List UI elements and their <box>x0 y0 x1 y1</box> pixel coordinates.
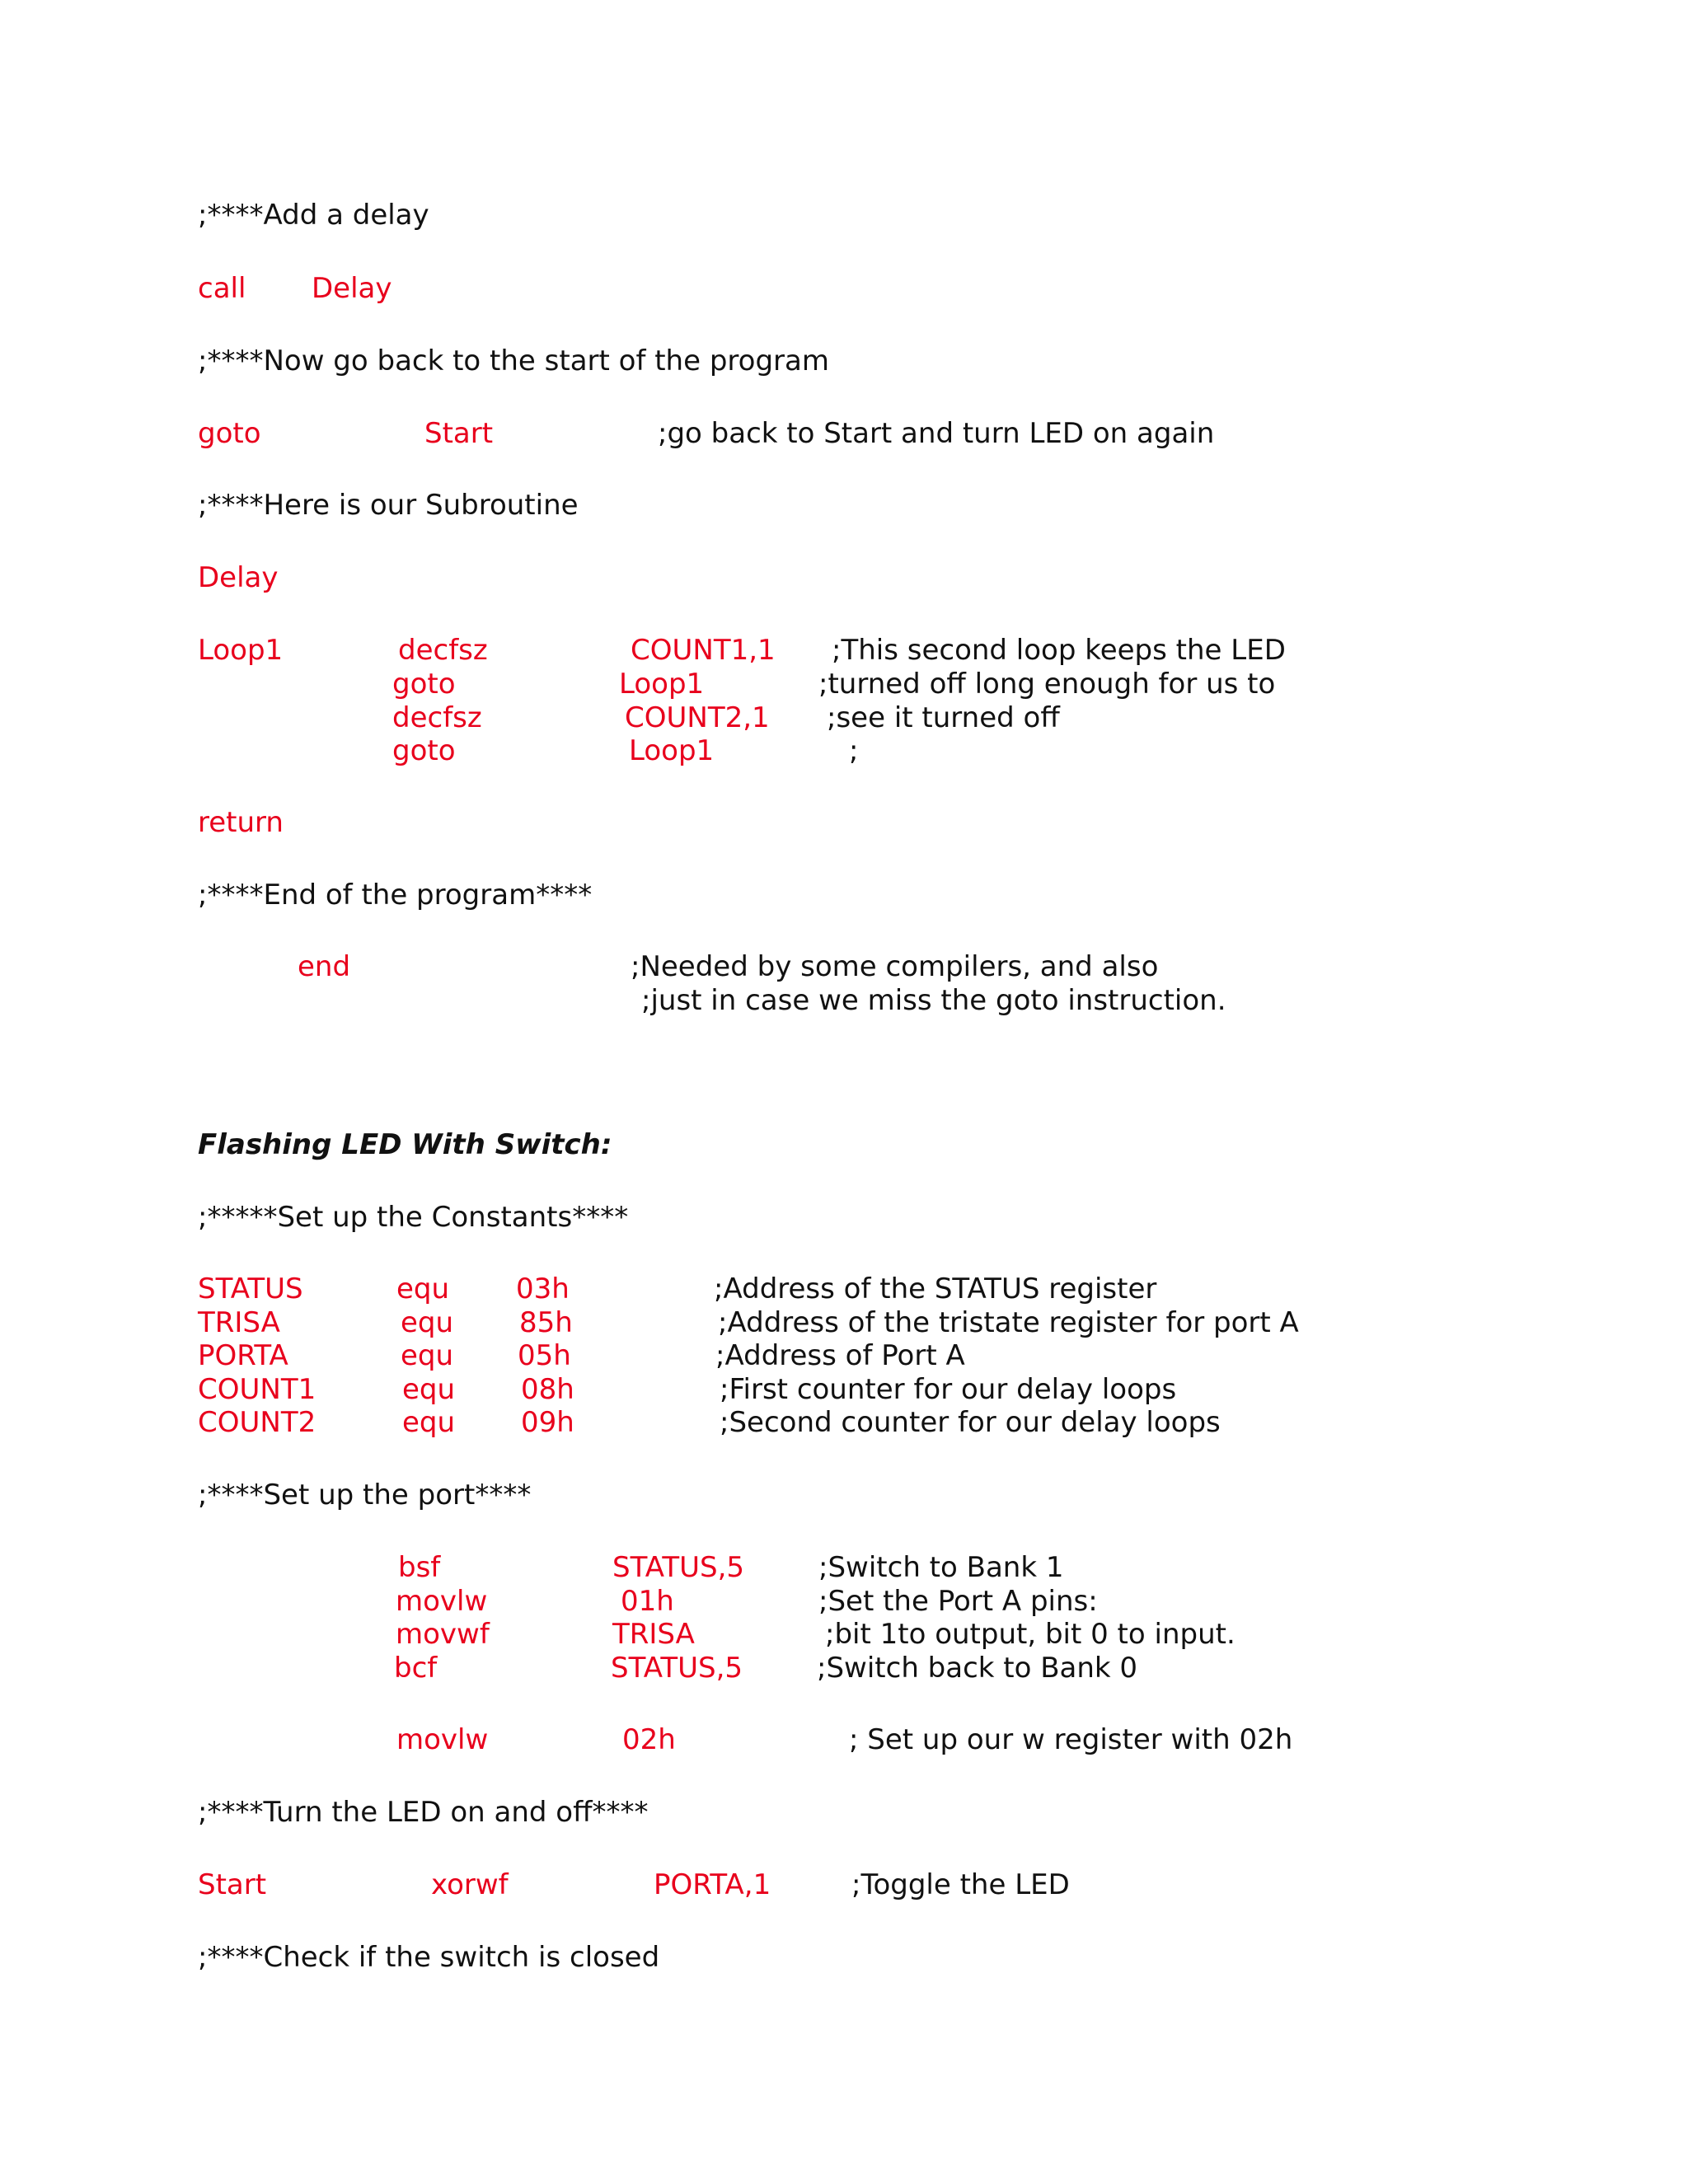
code-line <box>0 1270 1688 1308</box>
constant-value: 08h <box>521 1373 574 1406</box>
comment-line <box>0 486 1688 524</box>
section-heading: Flashing LED With Switch: <box>198 1128 612 1161</box>
label: Delay <box>198 561 279 594</box>
comment-text: ;Needed by some compilers, and also <box>631 950 1159 983</box>
comment-text: ;****Turn the LED on and off**** <box>198 1796 649 1829</box>
instruction: movwf <box>396 1618 490 1651</box>
comment-line <box>0 342 1688 380</box>
code-line <box>0 1721 1688 1759</box>
constant-value: 09h <box>521 1406 574 1439</box>
instruction: decfsz <box>392 701 482 734</box>
comment-text: ;go back to Start and turn LED on again <box>658 417 1215 450</box>
instruction: goto <box>198 417 261 450</box>
comment-text: ;turned off long enough for us to <box>818 668 1276 701</box>
comment-text: ;Switch back to Bank 0 <box>817 1652 1138 1685</box>
comment-line <box>0 1793 1688 1831</box>
code-line <box>0 1615 1688 1653</box>
operand: 01h <box>621 1585 674 1618</box>
code-line <box>0 804 1688 841</box>
label: Start <box>198 1868 267 1901</box>
instruction: call <box>198 272 246 305</box>
constant-value: 05h <box>518 1339 571 1372</box>
constant-value: 85h <box>519 1306 573 1339</box>
constant-value: 03h <box>516 1272 570 1305</box>
code-line <box>0 1404 1688 1441</box>
operand: Start <box>424 417 494 450</box>
comment-text: ;****End of the program**** <box>198 879 593 912</box>
comment-text: ;Set the Port A pins: <box>818 1585 1098 1618</box>
directive: equ <box>402 1373 456 1406</box>
instruction: bcf <box>394 1652 438 1685</box>
comment-line <box>0 1476 1688 1514</box>
comment-text: ; <box>849 734 859 767</box>
comment-text: ;****Check if the switch is closed <box>198 1941 660 1974</box>
comment-text: ;****Now go back to the start of the program <box>198 344 829 377</box>
section-heading-line <box>0 1126 1688 1164</box>
instruction: return <box>198 806 284 839</box>
comment-text: ;see it turned off <box>827 701 1060 734</box>
operand: STATUS,5 <box>611 1652 743 1685</box>
code-line <box>0 948 1688 986</box>
directive: equ <box>401 1339 454 1372</box>
code-line <box>0 559 1688 597</box>
comment-line <box>0 982 1688 1019</box>
constant-name: TRISA <box>198 1306 280 1339</box>
code-line <box>0 415 1688 452</box>
instruction: xorwf <box>431 1868 509 1901</box>
code-line <box>0 1549 1688 1586</box>
operand: PORTA,1 <box>654 1868 771 1901</box>
comment-text: ;Switch to Bank 1 <box>818 1551 1064 1584</box>
comment-text: ;Toggle the LED <box>851 1868 1070 1901</box>
code-line <box>0 732 1688 770</box>
operand: COUNT1,1 <box>631 634 776 667</box>
instruction: goto <box>392 734 456 767</box>
comment-line <box>0 196 1688 234</box>
operand: 02h <box>622 1723 676 1756</box>
code-line <box>0 631 1688 669</box>
operand: Loop1 <box>619 668 705 701</box>
operand: Loop1 <box>629 734 715 767</box>
instruction: goto <box>392 668 456 701</box>
code-line <box>0 269 1688 307</box>
directive: equ <box>401 1306 454 1339</box>
comment-text: ;bit 1to output, bit 0 to input. <box>825 1618 1236 1651</box>
instruction: end <box>298 950 351 983</box>
comment-text: ;Address of Port A <box>715 1339 965 1372</box>
instruction: movlw <box>396 1723 489 1756</box>
constant-name: STATUS <box>198 1272 303 1305</box>
comment-text: ;Address of the STATUS register <box>714 1272 1157 1305</box>
directive: equ <box>396 1272 450 1305</box>
operand: STATUS,5 <box>612 1551 745 1584</box>
operand: Delay <box>312 272 392 305</box>
code-line <box>0 1866 1688 1904</box>
instruction: decfsz <box>398 634 488 667</box>
comment-line <box>0 876 1688 914</box>
comment-line <box>0 1198 1688 1236</box>
comment-text: ;****Add a delay <box>198 199 429 232</box>
comment-text: ; Set up our w register with 02h <box>849 1723 1293 1756</box>
code-line <box>0 665 1688 703</box>
instruction: bsf <box>398 1551 441 1584</box>
constant-name: PORTA <box>198 1339 288 1372</box>
comment-text: ;Address of the tristate register for port A <box>718 1306 1299 1339</box>
comment-text: ;****Set up the port**** <box>198 1479 532 1511</box>
comment-text: ;First counter for our delay loops <box>720 1373 1177 1406</box>
directive: equ <box>402 1406 456 1439</box>
comment-text: ;Second counter for our delay loops <box>720 1406 1221 1439</box>
instruction: movlw <box>396 1585 488 1618</box>
comment-text: ;This second loop keeps the LED <box>832 634 1286 667</box>
constant-name: COUNT2 <box>198 1406 316 1439</box>
comment-line <box>0 1938 1688 1976</box>
comment-text: ;*****Set up the Constants**** <box>198 1201 629 1234</box>
constant-name: COUNT1 <box>198 1373 316 1406</box>
operand: TRISA <box>612 1618 695 1651</box>
label: Loop1 <box>198 634 284 667</box>
comment-text: ;just in case we miss the goto instruction. <box>641 984 1226 1017</box>
code-line <box>0 1337 1688 1375</box>
comment-text: ;****Here is our Subroutine <box>198 489 579 522</box>
operand: COUNT2,1 <box>625 701 770 734</box>
code-line <box>0 1649 1688 1687</box>
